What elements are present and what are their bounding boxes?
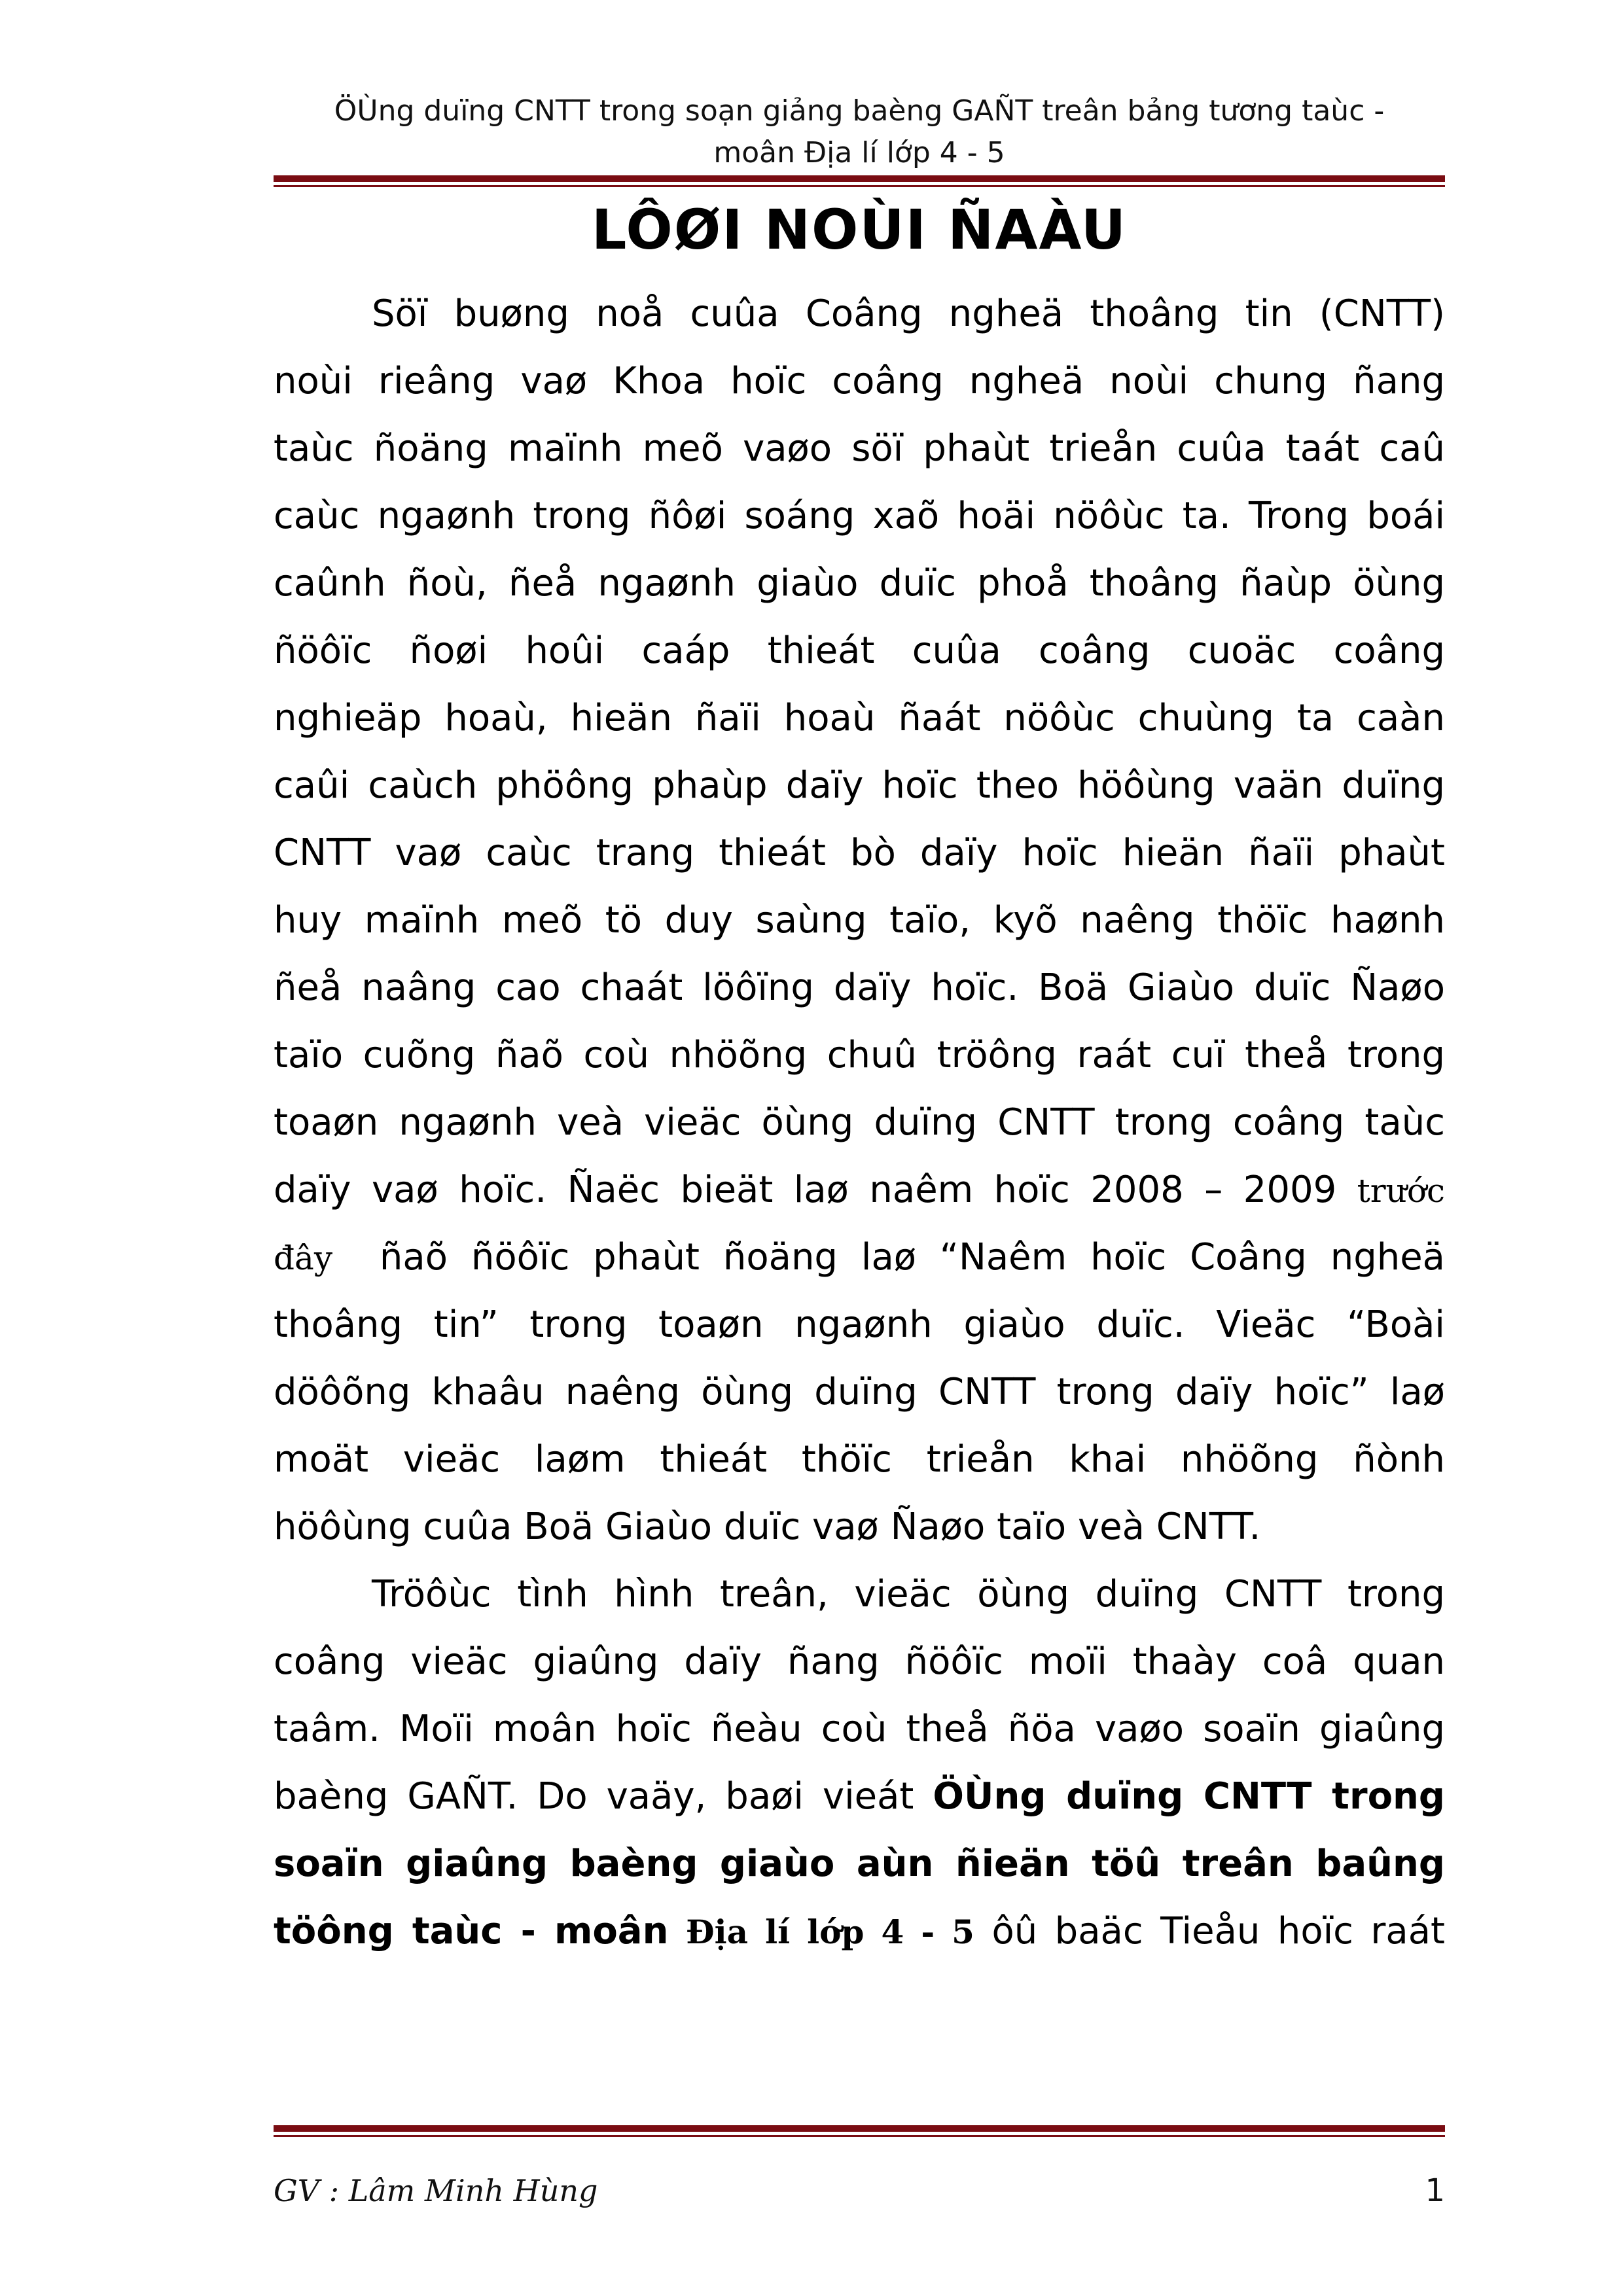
body-line: ñeå naâng cao chaát löôïng daïy hoïc. Boä Giaùo duïc Ñaøo	[274, 966, 1445, 1009]
body-line-bold: soaïn giaûng baèng giaùo aùn ñieän töû treân baûng	[274, 1843, 1445, 1885]
body-segment: daïy vaø hoïc. Ñaëc bieät laø naêm hoïc 2008 – 2009	[274, 1169, 1337, 1211]
body-line	[274, 1898, 1445, 1965]
footer-rule-thin	[274, 2135, 1445, 2137]
body-line: moät vieäc laøm thieát thöïc trieån khai nhöõng ñònh	[274, 1438, 1445, 1481]
body-line: taùc ñoäng maïnh meõ vaøo söï phaùt trieån cuûa taát caû	[274, 427, 1445, 470]
body-line: Söï buøng noå cuûa Coâng ngheä thoâng tin (CNTT)	[372, 292, 1445, 335]
body-segment: baèng GAÑT. Do vaäy, baøi vieát	[274, 1775, 914, 1818]
body-line: caûnh ñoù, ñeå ngaønh giaùo duïc phoå thoâng ñaùp öùng	[274, 562, 1445, 605]
body-line: coâng vieäc giaûng daïy ñang ñöôïc moïi thaày coâ quan	[274, 1640, 1445, 1683]
body-text	[274, 280, 1445, 1965]
body-line: caûi caùch phöông phaùp daïy hoïc theo höôùng vaän duïng	[274, 764, 1445, 807]
body-line	[274, 1156, 1445, 1224]
body-segment-bold: töông taùc - moân	[274, 1910, 669, 1952]
body-segment: ñaõ ñöôïc phaùt ñoäng laø “Naêm hoïc Coâng ngheä	[379, 1236, 1446, 1279]
body-line: CNTT vaø caùc trang thieát bò daïy hoïc hieän ñaïi phaùt	[274, 832, 1445, 874]
footer-rule-thick	[274, 2125, 1445, 2132]
header-rule-thick	[274, 175, 1445, 182]
body-segment-bold: ÖÙng duïng CNTT trong	[933, 1775, 1445, 1818]
running-header	[274, 90, 1445, 174]
header-rule-thin	[274, 185, 1445, 187]
body-line: nghieäp hoaù, hieän ñaïi hoaù ñaát nöôùc chuùng ta caàn	[274, 697, 1445, 739]
body-line: ñöôïc ñoøi hoûi caáp thieát cuûa coâng cuoäc coâng	[274, 629, 1445, 672]
body-segment: ôû baäc Tieåu hoïc raát	[991, 1910, 1445, 1952]
body-line: caùc ngaønh trong ñôøi soáng xaõ hoäi nöôùc ta. Trong boái	[274, 495, 1445, 537]
body-line: thoâng tin” trong toaøn ngaønh giaùo duïc. Vieäc “Boài	[274, 1303, 1445, 1346]
header-line-2: moân Địa lí lớp 4 - 5	[713, 136, 1005, 169]
body-line	[274, 1763, 1445, 1830]
body-line: döôõng khaâu naêng öùng duïng CNTT trong daïy hoïc” laø	[274, 1371, 1445, 1413]
header-line-1: ÖÙng duïng CNTT trong soạn giảng baèng GAÑT treân bảng tương taùc -	[334, 94, 1385, 128]
body-line: Tröôùc tình hình treân, vieäc öùng duïng CNTT trong	[372, 1573, 1445, 1616]
body-segment-serif-bold: Địa lí lớp 4 - 5	[685, 1913, 974, 1951]
page-number: 1	[1425, 2172, 1445, 2209]
body-line: taâm. Moïi moân hoïc ñeàu coù theå ñöa vaøo soaïn giaûng	[274, 1708, 1445, 1750]
page-title: LÔØI NOÙI ÑAÀU	[591, 198, 1128, 262]
footer-author: GV : Lâm Minh Hùng	[274, 2173, 598, 2208]
body-line	[274, 1224, 1445, 1291]
body-line: höôùng cuûa Boä Giaùo duïc vaø Ñaøo taïo veà CNTT.	[274, 1506, 1261, 1548]
body-line: taïo cuõng ñaõ coù nhöõng chuû tröông raát cuï theå trong	[274, 1034, 1445, 1076]
body-segment-serif: trước	[1357, 1172, 1445, 1210]
body-line: noùi rieâng vaø Khoa hoïc coâng ngheä noùi chung ñang	[274, 360, 1445, 402]
body-line: toaøn ngaønh veà vieäc öùng duïng CNTT trong coâng taùc	[274, 1101, 1445, 1144]
body-segment-serif: đây	[274, 1239, 333, 1277]
body-line: huy maïnh meõ tö duy saùng taïo, kyõ naêng thöïc haønh	[274, 899, 1445, 942]
